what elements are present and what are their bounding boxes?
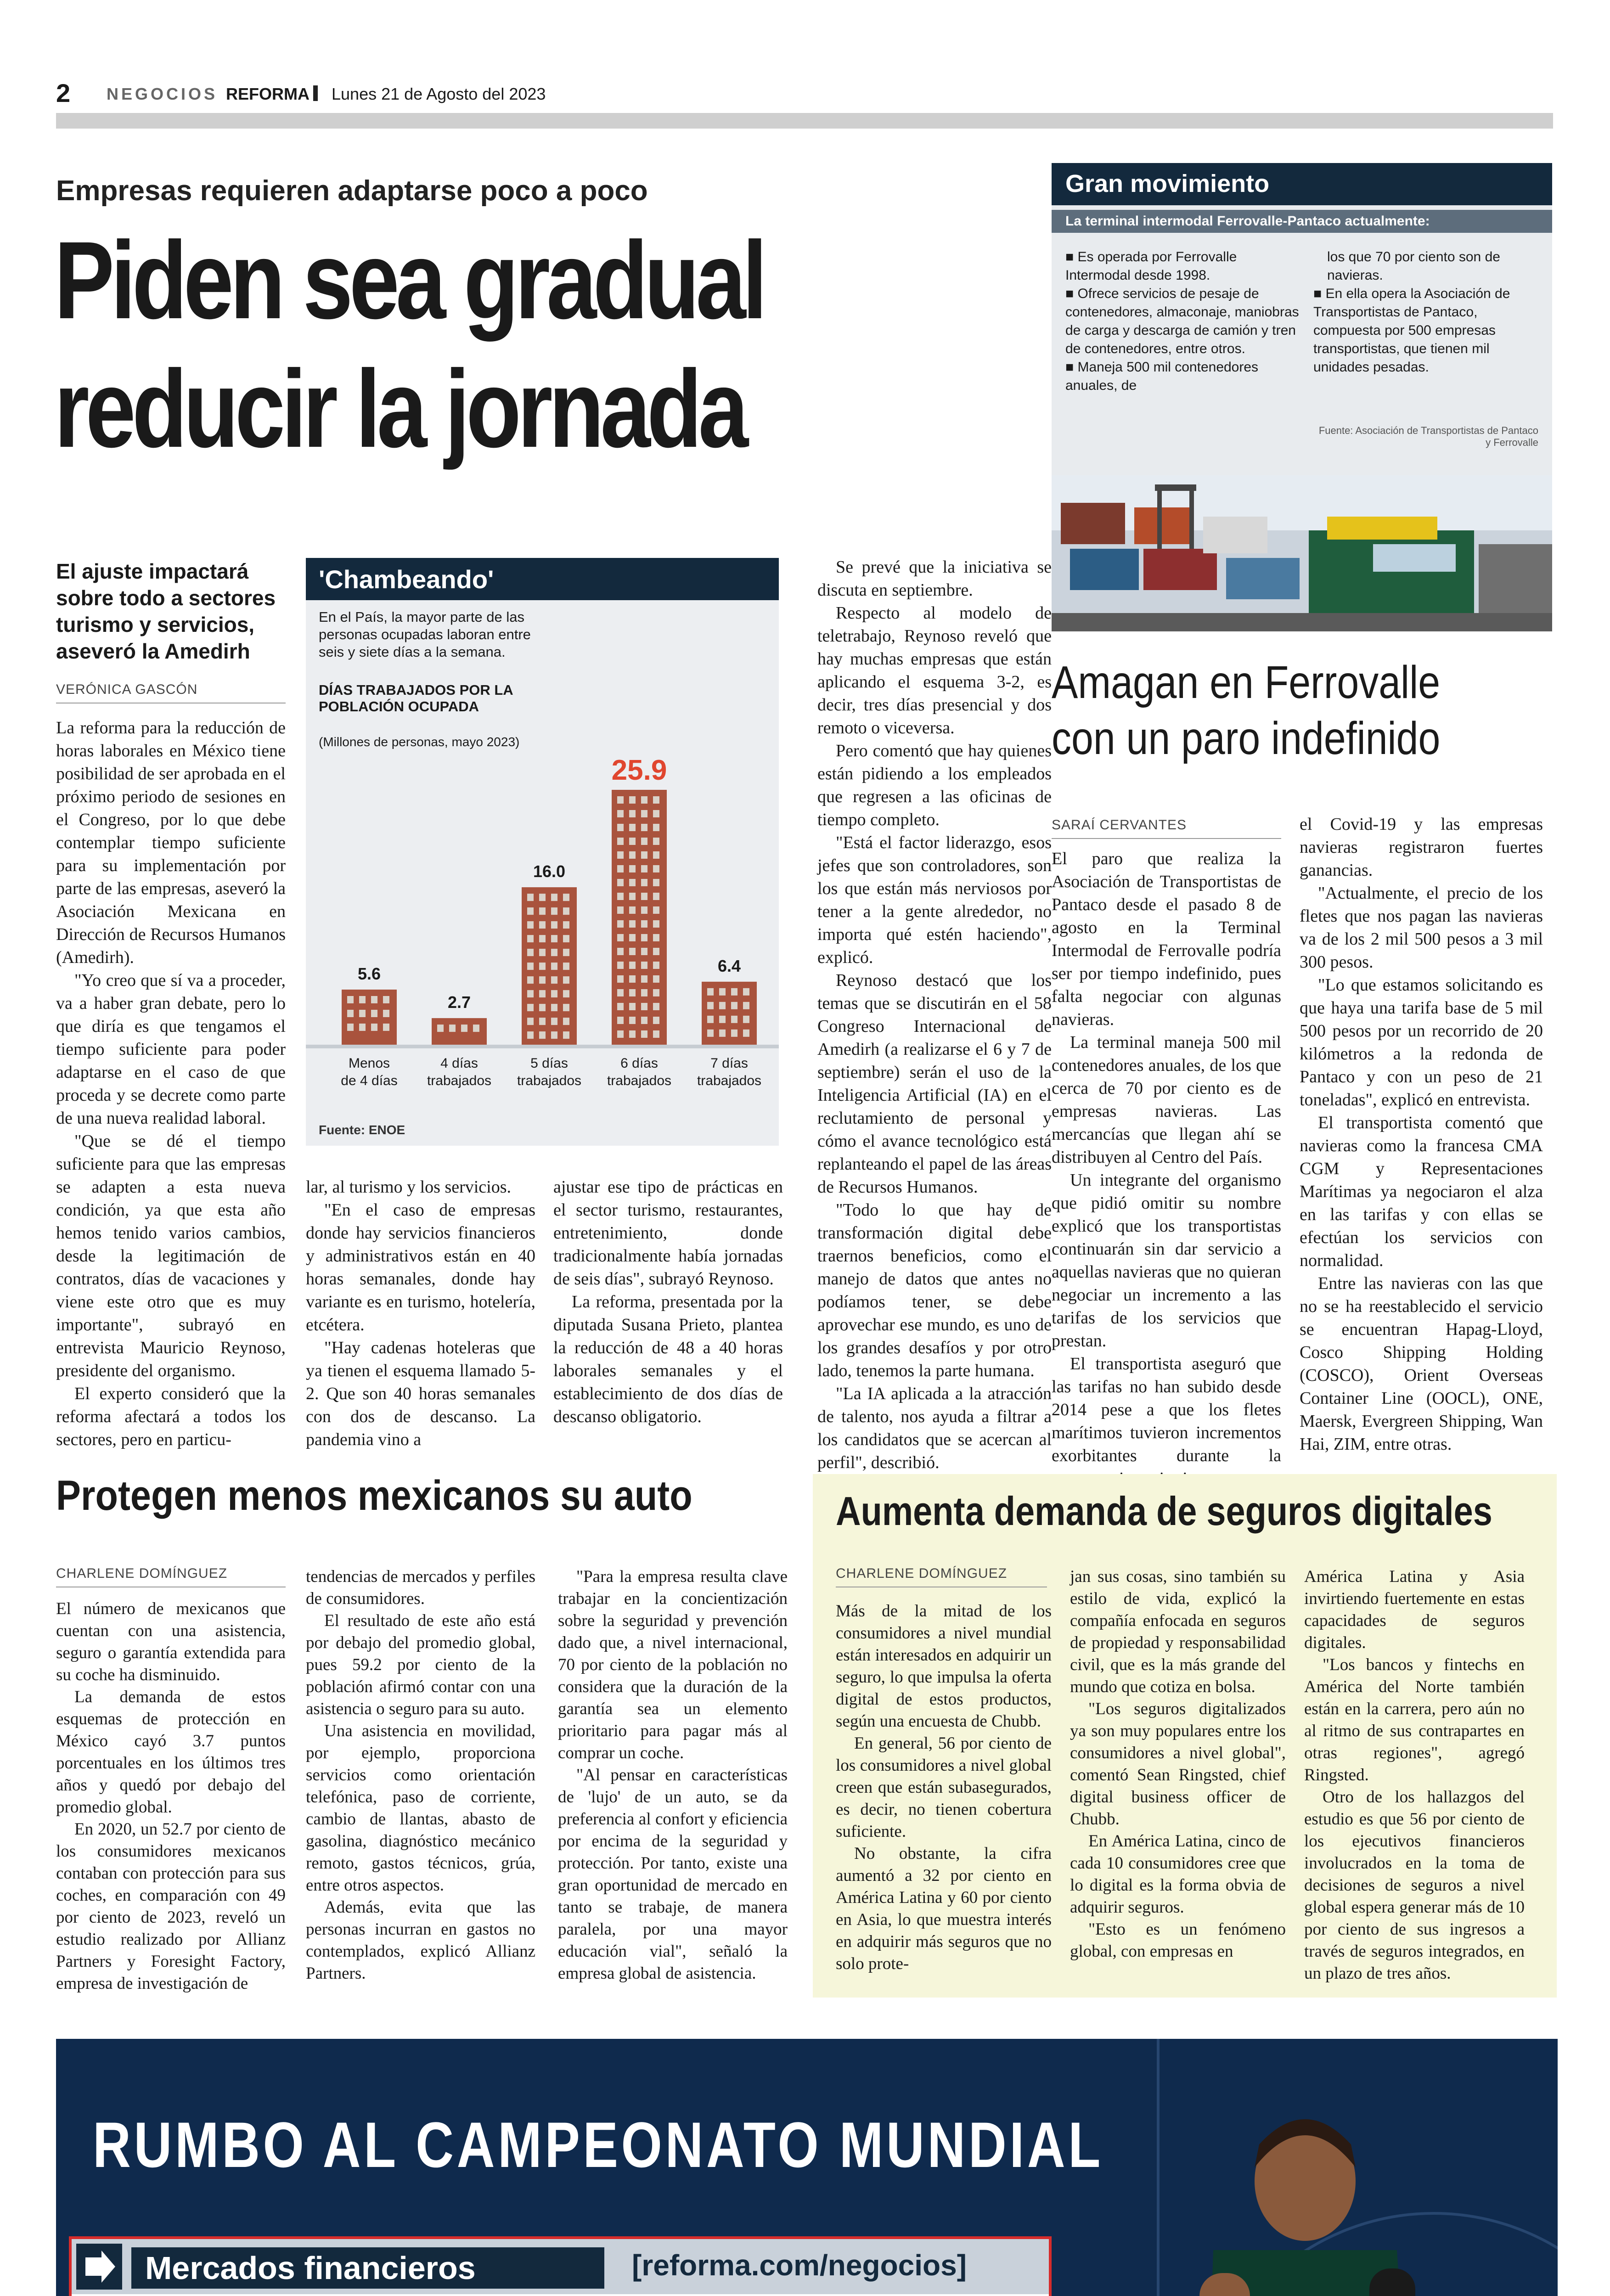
arrow-icon (76, 2244, 122, 2290)
chart-bar-window (629, 975, 636, 983)
chart-bar-window (371, 1024, 377, 1031)
chart-bar-window (629, 796, 636, 804)
chart-bar-window (629, 906, 636, 914)
chart-bar-window (617, 879, 624, 886)
chart-bar-window (641, 824, 647, 831)
chart-bar-window (641, 906, 647, 914)
chart-bar-window (383, 1024, 389, 1031)
chart-bar-window (629, 1030, 636, 1038)
gran-movimiento-box (1052, 163, 1552, 631)
chart-units: (Millones de personas, mayo 2023) (319, 735, 520, 749)
chart-bar-window (719, 1002, 726, 1009)
chart-category-label: trabajados (607, 1073, 672, 1088)
chart-bar-window (527, 990, 534, 997)
chart-source: Fuente: ENOE (319, 1123, 405, 1137)
chart-bar-window (707, 1002, 714, 1009)
chart-bar-window (653, 1030, 659, 1038)
chart-bar-window (641, 1017, 647, 1024)
chart-bar-window (653, 851, 659, 859)
bar-chart-svg (306, 558, 779, 1146)
chart-bar-window (629, 893, 636, 900)
chart-bar-window (653, 948, 659, 955)
chart-bar-window (527, 949, 534, 956)
chart-bar-window (641, 838, 647, 845)
chart-bar-window (539, 990, 546, 997)
chart-bar-window (551, 962, 557, 970)
chart-bar-window (629, 879, 636, 886)
chart-bar-window (641, 920, 647, 928)
auto-column-2: tendencias de mercados y perfiles de consumidores. El resultado de este año está por debajo del promedio global, pues 59.2 por ciento de la población afirmó contar con una asistencia o seguro para su auto. Una asistencia en movilidad, por ejemplo, proporciona servicios como orientación telefónica, paso de corriente, cambio de llantas, abasto de gasolina, diagnóstico mecánico remoto, gastos técnicos, grúa, entre otros aspectos. Además, evita que las personas incurran en gastos no contemplados, explicó Allianz Partners. (306, 1567, 535, 1983)
chart-bar-window (371, 996, 377, 1003)
gran-bullet: ■ En ella opera la Asociación de Transportistas de Pantaco, compuesta por 500 empresas transportistas, que tienen mil unidades pesadas. (1313, 286, 1510, 375)
chart-bar-window (527, 1004, 534, 1011)
seguros-headline: Aumenta demanda de seguros digitales (836, 1488, 1492, 1534)
chart-bar-window (641, 879, 647, 886)
chart-bar-window (563, 907, 569, 915)
mercados-url[interactable]: [reforma.com/negocios] (632, 2249, 967, 2282)
chart-bar-window (551, 1018, 557, 1025)
chart-bar-window (563, 976, 569, 984)
chart-bar-window (743, 1016, 749, 1023)
chart-bar-window (527, 935, 534, 942)
chart-bar-window (707, 1016, 714, 1023)
chart-bar-window (629, 934, 636, 941)
gran-bullet: ■ Maneja 500 mil contenedores anuales, de (1065, 360, 1259, 393)
chart-subtitle: DÍAS TRABAJADOS POR LA POBLACIÓN OCUPADA (319, 682, 513, 715)
chart-bar-window (563, 894, 569, 901)
chart-bar-window (539, 962, 546, 970)
chart-bar-window (719, 988, 726, 996)
chart-bar-window (653, 879, 659, 886)
lead-headline (54, 216, 764, 473)
lead-headline-line-2: reducir la jornada (54, 347, 745, 470)
mercados-header (72, 2239, 1049, 2294)
chart-bar-window (731, 1002, 737, 1009)
chart-bar-window (653, 975, 659, 983)
page-number: 2 (56, 79, 71, 107)
ferro-byline: SARAÍ CERVANTES (1052, 817, 1187, 833)
chart-bar-window (707, 1030, 714, 1037)
chart-bar-window (731, 1030, 737, 1037)
chart-bar-window (617, 934, 624, 941)
chart-bar-window (707, 988, 714, 996)
chart-bar-window (551, 990, 557, 997)
chart-bar-window (629, 824, 636, 831)
chart-bar-window (617, 975, 624, 983)
chart-bar-window (539, 949, 546, 956)
chart-bar-window (653, 962, 659, 969)
chart-bar-window (641, 934, 647, 941)
chart-bar-window (539, 976, 546, 984)
ferro-headline-line-2: con un paro indefinido (1052, 713, 1441, 764)
ferro-column-1: El paro que realiza la Asociación de Transportistas de Pantaco desde el pasado 8 de agosto en la Terminal Intermodal de Ferrovalle podría ser por tiempo indefinido, pues falta negociar con algunas navieras. La terminal maneja 500 mil contenedores anuales, de los que cerca de 70 por ciento es de empresas navieras. Las mercancías que llegan ahí se distribuyen al Centro del País. Un integrante del organismo que pidió omitir su nombre explicó que los transportistas continuarán sin dar servicio a aquellas navieras que no quieran negociar un incremento a las tarifas de los servicios que prestan. El transportista aseguró que las tarifas no han subido desde 2014 pese a que los fletes marítimos tuvieron incrementos exorbitantes durante la (1052, 849, 1281, 1465)
seguros-column-1: Más de la mitad de los consumidores a nivel mundial están interesados en adquirir un seguro, lo que impulsa la oferta digital de estos productos, según una encuesta de Chubb. En general, 56 por ciento de los consumidores a nivel global creen que están subasegurados, es decir, no tienen cobertura suficiente. No obstante, la cifra aumentó a 32 por ciento en América Latina y 60 por ciento en Asia, lo que muestra interés en adquirir más seguros que no solo prote- (836, 1602, 1052, 1973)
chart-bar-window (629, 1017, 636, 1024)
chart-bar-window (539, 1004, 546, 1011)
chart-bar-window (563, 949, 569, 956)
chart-value-label: 2.7 (447, 993, 471, 1012)
seguros-box (813, 1474, 1557, 1998)
chart-bar-window (551, 907, 557, 915)
chart-bar-window (449, 1024, 456, 1032)
chart-category-label: 6 días (620, 1056, 658, 1071)
header-rule (56, 113, 1553, 129)
chart-bar-window (731, 1016, 737, 1023)
chart-bar-window (641, 975, 647, 983)
chart-bar-window (473, 1024, 479, 1032)
chart-bar-window (653, 1003, 659, 1010)
chart-category-label: 5 días (530, 1056, 568, 1071)
chart-bar-window (743, 1002, 749, 1009)
chart-bar-window (641, 851, 647, 859)
chart-bar-window (653, 893, 659, 900)
header-divider (313, 85, 318, 101)
header-date: Lunes 21 de Agosto del 2023 (332, 84, 546, 103)
chart-bar-window (347, 1024, 354, 1031)
chart-bar-window (617, 824, 624, 831)
chart-bar-window (539, 907, 546, 915)
chart-bar-window (617, 948, 624, 955)
chart-category-label: trabajados (427, 1073, 492, 1088)
chart-bar-window (641, 1003, 647, 1010)
chart-bar-window (383, 996, 389, 1003)
chart-bar-window (653, 796, 659, 804)
gran-title: Gran movimiento (1052, 163, 1552, 205)
chart-bar-window (551, 1004, 557, 1011)
chart-bar-window (617, 893, 624, 900)
lead-column-2: lar, al turismo y los servicios. "En el caso de empresas donde hay servicios financieros y administrativos están en 40 horas semanales, donde hay variante es en turismo, hotelería, etcétera. "Hay cadenas hoteleras que ya tienen el esquema llamado 5-2. Que son 40 horas semanales con dos de descanso. La pandemia vino a (306, 1177, 535, 1449)
chart-value-label: 6.4 (717, 956, 741, 975)
lead-column-3: ajustar ese tipo de prácticas en el sector turismo, restaurantes, entretenimiento, donde tradicionalmente había jornadas de seis días", subrayó Reynoso. La reforma, presentada por la diputada Susana Prieto, plantea la reducción de 48 a 40 horas laborales semanales y el establecimiento de dos días de descanso obligatorio. (553, 1177, 783, 1426)
chart-bar-window (551, 894, 557, 901)
gran-subtitle: La terminal intermodal Ferrovalle-Pantaco actualmente: (1052, 210, 1552, 233)
chart-bar-window (527, 1031, 534, 1039)
chart-category-label: 7 días (710, 1056, 748, 1071)
chart-bar-window (653, 920, 659, 928)
gran-bullet: ■ Ofrece servicios de pesaje de contenedores, almaconaje, maniobras de carga y descarga de camión y tren de contenedores, entre otros. (1065, 286, 1299, 356)
chart-bar-window (527, 1018, 534, 1025)
chart-bar-window (641, 962, 647, 969)
chambeando-chart (306, 558, 779, 1146)
chart-bar-window (743, 1030, 749, 1037)
chart-bar-window (551, 921, 557, 929)
chart-baseline (306, 1045, 779, 1048)
chart-bar-window (641, 948, 647, 955)
chart-bar-window (617, 906, 624, 914)
chart-bar-window (527, 894, 534, 901)
chart-bar-window (617, 1003, 624, 1010)
chart-bar-window (719, 1030, 726, 1037)
ad-headline: RUMBO AL CAMPEONATO MUNDIAL (93, 2109, 1103, 2181)
gran-bullets-right (1313, 248, 1538, 377)
chart-bar-window (563, 1031, 569, 1039)
chart-category-label: Menos (348, 1056, 390, 1071)
paper-name: REFORMA (226, 84, 310, 103)
ferro-column-2: el Covid-19 y las empresas navieras registraron fuertes ganancias. "Actualmente, el precio de los fletes que nos pagan las navieras va de los 2 mil 500 pesos a 3 mil 300 pesos. "Lo que estamos solicitando es que haya una tarifa base de 5 mil 500 pesos por un recorrido de 20 kilómetros a la redonda de Pantaco y con un peso de 21 toneladas", explicó en entrevista. El transportista comentó que navieras como la francesa CMA CGM y Representaciones Marítimas ya negociaron el alza en las tarifas y con ellas se efectúan los servicios con normalidad. Entre las navieras con las que no se ha reestablecido el servicio se encuentran Hapag-Lloyd, Cosco Shipping Holding (COSCO), Orient Overseas Container Line (OOCL), ONE, Maersk, Evergreen Shipping, Wan Hai, ZIM, entre otras. (1300, 815, 1543, 1454)
auto-byline: CHARLENE DOMÍNGUEZ (56, 1566, 228, 1581)
chart-bar-window (527, 921, 534, 929)
gran-bullet: los que 70 por ciento son de navieras. (1327, 249, 1500, 283)
seguros-column-3: América Latina y Asia invirtiendo fuertemente en estas capacidades de seguros digitales. "Los bancos y fintechs en América del Norte también están en la carrera, pero aún no al ritmo de sus contrapartes en otras regiones", agregó Ringsted. Otro de los hallazgos del estudio es que 56 por ciento de los ejecutivos financieros involucrados en la toma de decisiones de seguros a nivel global espera generar más de 10 por ciento de sus ingresos a través de seguros integrados, en un plazo de tres años. (1304, 1567, 1525, 1983)
chart-bar-window (629, 989, 636, 996)
chart-bar-window (653, 906, 659, 914)
chart-bar-window (347, 996, 354, 1003)
page-header (56, 78, 1553, 106)
lead-kicker: Empresas requieren adaptarse poco a poco (56, 175, 648, 207)
chart-category-label: 4 días (440, 1056, 478, 1071)
chart-bar-window (359, 996, 366, 1003)
chart-bar-window (641, 865, 647, 872)
chart-bar-window (653, 838, 659, 845)
chart-category-label: de 4 días (341, 1073, 398, 1088)
chart-bar-window (617, 920, 624, 928)
train-photo (1052, 475, 1552, 631)
chart-bar-window (539, 1031, 546, 1039)
chart-bar-window (641, 810, 647, 817)
chart-bar-window (653, 934, 659, 941)
chart-bar-window (527, 962, 534, 970)
chart-bar-window (641, 796, 647, 804)
chart-category-label: trabajados (517, 1073, 582, 1088)
lead-headline-line-1: Piden sea gradual (54, 219, 764, 342)
chart-bar-window (563, 1004, 569, 1011)
chart-bar-window (629, 1003, 636, 1010)
lead-column-4: Se prevé que la iniciativa se discuta en septiembre. Respecto al modelo de teletrabajo, Reynoso reveló que hay muchas empresas que están aplicando el esquema 3-2, es decir, tres días presencial y dos remoto o viceversa. Pero comentó que hay quienes están pidiendo a los empleados que regresen a las oficinas de tiempo completo. "Está el factor liderazgo, esos jefes que son controladores, son los que están más nerviosos por tener a la gente alrededor, no importa qué estén haciendo", explicó. Reynoso destacó que los temas que se discutirán en el 58 Congreso Internacional de Amedirh (a realizarse el 6 y 7 de septiembre) serán el uso de la Inteligencia Artificial (IA) en el reclutamiento de personal y cómo el avance tecnológico está replanteando el papel de las áreas de Recursos Humanos. "Todo lo que hay de transformación digital debe traernos beneficios, como el manejo de datos que antes no podíamos tener, se debe aprovechar ese mundo, es uno de los grandes desafíos y por otro lado, tenemos la parte humana. "La IA aplicada a la atracción de talento, nos ayuda a filtrar a los candidatos que se acercan al perfil", describió. (817, 557, 1052, 1472)
basketball-player-illustration (1112, 2076, 1480, 2296)
chart-value-label: 25.9 (611, 754, 667, 786)
section-name: NEGOCIOS (107, 84, 218, 103)
chart-bar-window (629, 838, 636, 845)
chart-bar-window (563, 962, 569, 970)
seguros-byline: CHARLENE DOMÍNGUEZ (836, 1566, 1008, 1581)
chart-bar-window (629, 962, 636, 969)
auto-headline: Protegen menos mexicanos su auto (56, 1472, 692, 1519)
chart-bar-window (629, 948, 636, 955)
chart-bar-window (551, 1031, 557, 1039)
chart-bar-window (539, 894, 546, 901)
chart-bar-window (563, 921, 569, 929)
chart-bar-window (617, 989, 624, 996)
chart-bar-window (551, 935, 557, 942)
chart-bar-window (563, 935, 569, 942)
chart-bar-window (461, 1024, 467, 1032)
chart-bar-window (551, 949, 557, 956)
chart-bar-window (617, 1030, 624, 1038)
chart-bar-window (629, 920, 636, 928)
chart-bar-window (563, 1018, 569, 1025)
chart-bar-window (539, 1018, 546, 1025)
chart-bar-window (437, 1024, 444, 1032)
chart-bar-window (653, 989, 659, 996)
chart-bar-window (551, 976, 557, 984)
chart-category-label: trabajados (697, 1073, 762, 1088)
ferro-headline-line-1: Amagan en Ferrovalle (1052, 657, 1441, 708)
chart-bar-window (347, 1010, 354, 1017)
chart-bar-window (653, 810, 659, 817)
chart-bar-window (617, 810, 624, 817)
chart-bar-window (617, 1017, 624, 1024)
chart-value-label: 5.6 (357, 964, 381, 983)
gran-bullet: ■ Es operada por Ferrovalle Intermodal desde 1998. (1065, 249, 1237, 283)
lead-byline: VERÓNICA GASCÓN (56, 682, 198, 697)
chart-bar-window (617, 962, 624, 969)
chart-bar-window (653, 824, 659, 831)
mercados-title: Mercados financieros (131, 2247, 604, 2289)
chart-bar-window (617, 851, 624, 859)
chart-bar-window (359, 1010, 366, 1017)
chart-bar-window (527, 976, 534, 984)
chart-bar-window (383, 1010, 389, 1017)
chart-bar-window (617, 838, 624, 845)
chart-bar-window (743, 988, 749, 996)
chart-bar-window (641, 989, 647, 996)
chart-value-label: 16.0 (533, 862, 566, 881)
seguros-column-2: jan sus cosas, sino también su estilo de vida, explicó la compañía enfocada en seguros de propiedad y responsabilidad civil, que es la más grande del mundo que cotiza en bolsa. "Los seguros digitalizados ya son muy populares entre los consumidores a nivel global", comentó Sean Ringsted, chief digital business officer de Chubb. En América Latina, cinco de cada 10 consumidores cree que lo digital es la forma obvia de adquirir seguros. "Esto es un fenómeno global, con empresas en (1070, 1567, 1286, 1961)
chart-bar-window (617, 796, 624, 804)
chart-bar-window (539, 935, 546, 942)
chart-bar-window (527, 907, 534, 915)
chart-bar-window (539, 921, 546, 929)
auto-column-1: El número de mexicanos que cuentan con una asistencia, seguro o garantía extendida para su coche ha disminuido. La demanda de estos esquemas de protección en México cayó 3.7 puntos porcentuales en los últimos tres años y quedó por debajo del promedio global. En 2020, un 52.7 por ciento de los consumidores mexicanos contaban con protección para sus coches, en comparación con 49 por ciento de 2023, reveló un estudio realizado por Allianz Partners y Foresight Factory, empresa de investigación de (56, 1599, 286, 1993)
ferro-headline (1052, 654, 1486, 766)
chart-bar-window (629, 810, 636, 817)
chart-bar-window (719, 1016, 726, 1023)
chart-bar-window (653, 865, 659, 872)
chart-bar-window (629, 851, 636, 859)
chart-bar-window (563, 990, 569, 997)
chart-intro: En el País, la mayor parte de las personas ocupadas laboran entre seis y siete días a la semana. (319, 609, 531, 660)
lead-deck: El ajuste impactará sobre todo a sectores turismo y servicios, aseveró la Amedirh (56, 559, 276, 663)
gran-bullets-left (1065, 248, 1300, 395)
chart-bar-window (731, 988, 737, 996)
auto-column-3: "Para la empresa resulta clave trabajar en la concientización sobre la seguridad y prevención dado que, a nivel internacional, 70 por ciento de la población no considera que la duración de la garantía sea un elemento prioritario para pagar más al comprar un coche. "Al pensar en características de 'lujo' de un auto, se da preferencia al confort y eficiencia por encima de la seguridad y protección. Por tanto, existe una gran oportunidad de mercado en tanto se trabaje, de manera paralela, por una mayor educación vial", señaló la empresa global de asistencia. (558, 1567, 788, 1983)
chart-bar-window (359, 1024, 366, 1031)
gran-source: Fuente: Asociación de Transportistas de Pantaco y Ferrovalle (1318, 425, 1538, 448)
chart-title: 'Chambeando' (306, 558, 779, 600)
mercados-panel (69, 2236, 1052, 2296)
chart-bar-window (641, 893, 647, 900)
lead-column-1: La reforma para la reducción de horas laborales en México tiene posibilidad de ser aprobada en el próximo periodo de sesiones en el Congreso, por lo que debe contemplar tiempo suficiente para su implementación por parte de las empresas, aseveró la Asociación Mexicana en Dirección de Recursos Humanos (Amedirh). "Yo creo que sí va a proceder, va a haber gran debate, pero lo que diría es que tengamos el tiempo suficiente para poder adaptarse en el caso de que proceda y se decrete como parte de una nueva realidad laboral. "Que se dé el tiempo suficiente para que las empresas se adapten a esta nueva condición, ya que esta año hemos tenido varios cambios, desde la legitimación de contratos, días de vacaciones y viene este otro que es muy importante", subrayó en entrevista Mauricio Reynoso, presidente del organismo. El experto consideró que la reforma afectará a todos los sectores, pero en particu- (56, 718, 286, 1449)
chart-bar-window (629, 865, 636, 872)
chart-bar-window (371, 1010, 377, 1017)
chart-bar-window (617, 865, 624, 872)
chart-bar-window (653, 1017, 659, 1024)
chart-bar-window (641, 1030, 647, 1038)
